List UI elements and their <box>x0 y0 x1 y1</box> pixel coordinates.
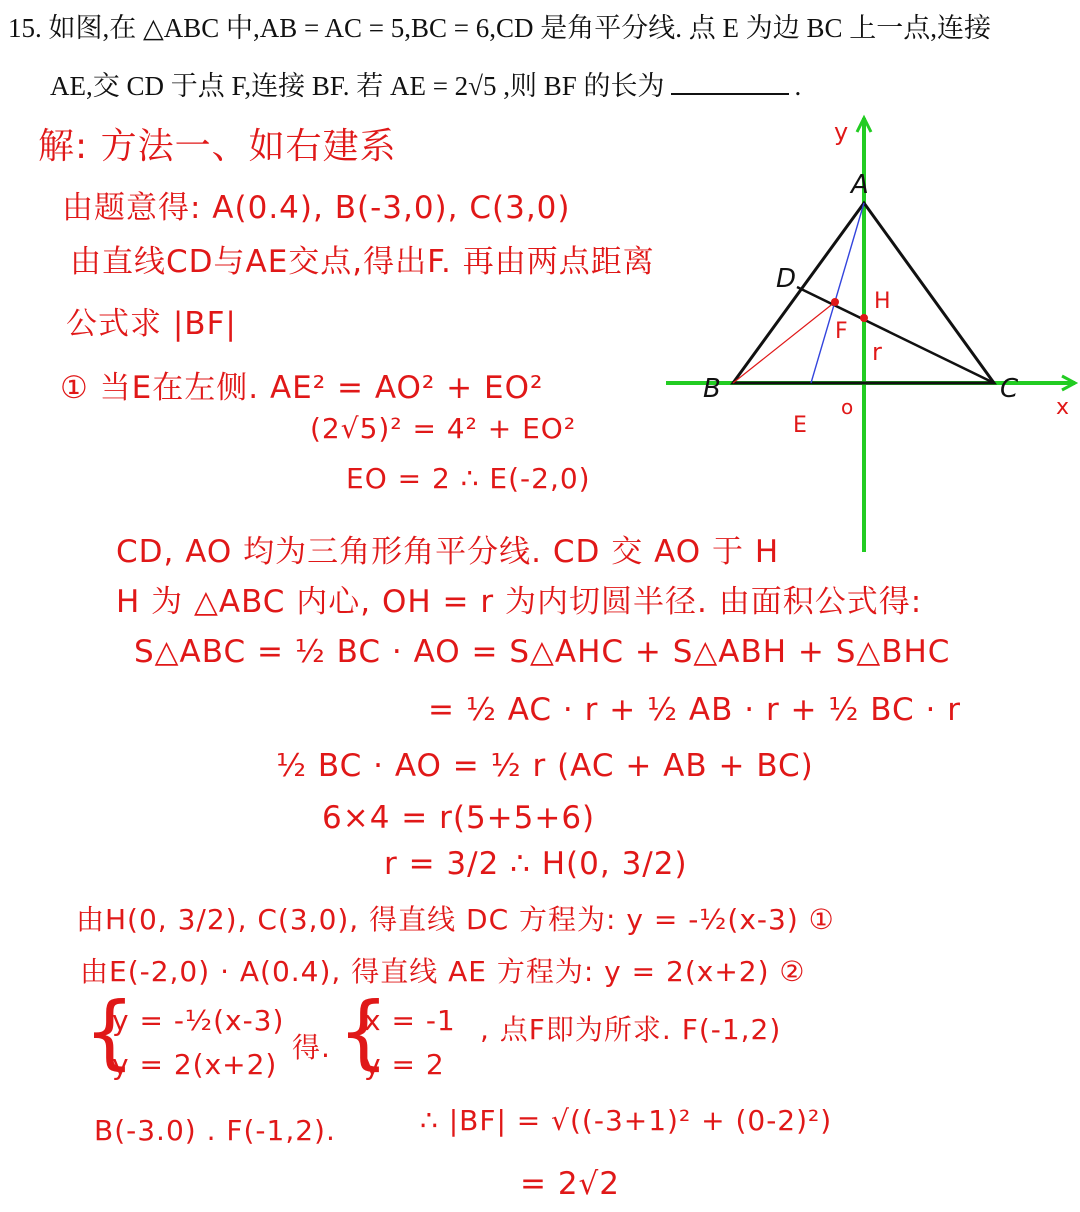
label-r: r <box>872 338 882 366</box>
label-f: F <box>835 319 848 344</box>
solution-line-pythag: (2√5)² = 4² + EO² <box>310 412 577 445</box>
solution-line-points: B(-3.0) . F(-1,2). <box>94 1114 336 1147</box>
label-x: x <box>1056 395 1070 420</box>
solution-line-method: 解: 方法一、如右建系 <box>38 126 397 167</box>
point-f-dot <box>831 298 839 306</box>
problem-line-2-text: AE,交 CD 于点 F,连接 BF. 若 AE = 2√5 ,则 BF 的长为 <box>50 71 665 101</box>
system-brace-left: { <box>84 985 136 1078</box>
solution-line-strategy: 由直线CD与AE交点,得出F. 再由两点距离 <box>70 244 655 280</box>
solution-line-radius: r = 3/2 ∴ H(0, 3/2) <box>384 846 688 882</box>
point-h-dot <box>860 314 868 322</box>
solution-line-incenter: H 为 △ABC 内心, OH = r 为内切圆半径. 由面积公式得: <box>116 584 923 620</box>
solution-point-f: , 点F即为所求. F(-1,2) <box>480 1013 782 1046</box>
label-o: o <box>841 395 854 419</box>
label-b: B <box>703 374 721 404</box>
system-brace-right: { <box>338 985 390 1078</box>
solution-line-area-3: ½ BC · AO = ½ r (AC + AB + BC) <box>276 748 814 784</box>
system-equation-2: y = 2(x+2) <box>112 1048 278 1081</box>
segment-cd <box>797 287 994 383</box>
label-e: E <box>793 413 807 438</box>
label-d: D <box>776 264 797 294</box>
solution-line-area-2: = ½ AC · r + ½ AB · r + ½ BC · r <box>428 692 961 728</box>
solution-line-bisectors: CD, AO 均为三角形角平分线. CD 交 AO 于 H <box>116 534 780 570</box>
solution-line-ae-equation: 由E(-2,0) · A(0.4), 得直线 AE 方程为: y = 2(x+2) ② <box>80 955 806 988</box>
solution-x-value: x = -1 <box>364 1004 456 1037</box>
system-equation-1: y = -½(x-3) <box>112 1004 285 1037</box>
label-c: C <box>1000 374 1019 404</box>
problem-line-2-end: . <box>794 71 802 101</box>
solution-y-value: y = 2 <box>364 1048 445 1081</box>
solution-line-area-4: 6×4 = r(5+5+6) <box>322 800 596 836</box>
system-get-label: 得. <box>292 1031 331 1064</box>
label-h: H <box>874 289 891 314</box>
label-y: y <box>834 118 849 146</box>
solution-line-dc-equation: 由H(0, 3/2), C(3,0), 得直线 DC 方程为: y = -½(x-3) ① <box>76 903 835 936</box>
solution-line-coordinates: 由题意得: A(0.4), B(-3,0), C(3,0) <box>62 190 571 226</box>
solution-line-area-1: S△ABC = ½ BC · AO = S△AHC + S△ABH + S△BHC <box>134 634 951 670</box>
solution-line-distance: ∴ |BF| = √((-3+1)² + (0-2)²) <box>420 1104 833 1137</box>
solution-line-strategy-2: 公式求 |BF| <box>66 306 237 342</box>
solution-final-answer: = 2√2 <box>520 1166 621 1202</box>
segment-ae <box>811 203 864 383</box>
solution-line-case-1: ① 当E在左侧. AE² = AO² + EO² <box>60 370 544 406</box>
label-a: A <box>851 170 869 200</box>
problem-line-1: 15. 如图,在 △ABC 中,AB = AC = 5,BC = 6,CD 是角平分线. 点 E 为边 BC 上一点,连接 <box>8 13 992 43</box>
solution-line-eo: EO = 2 ∴ E(-2,0) <box>346 462 591 495</box>
